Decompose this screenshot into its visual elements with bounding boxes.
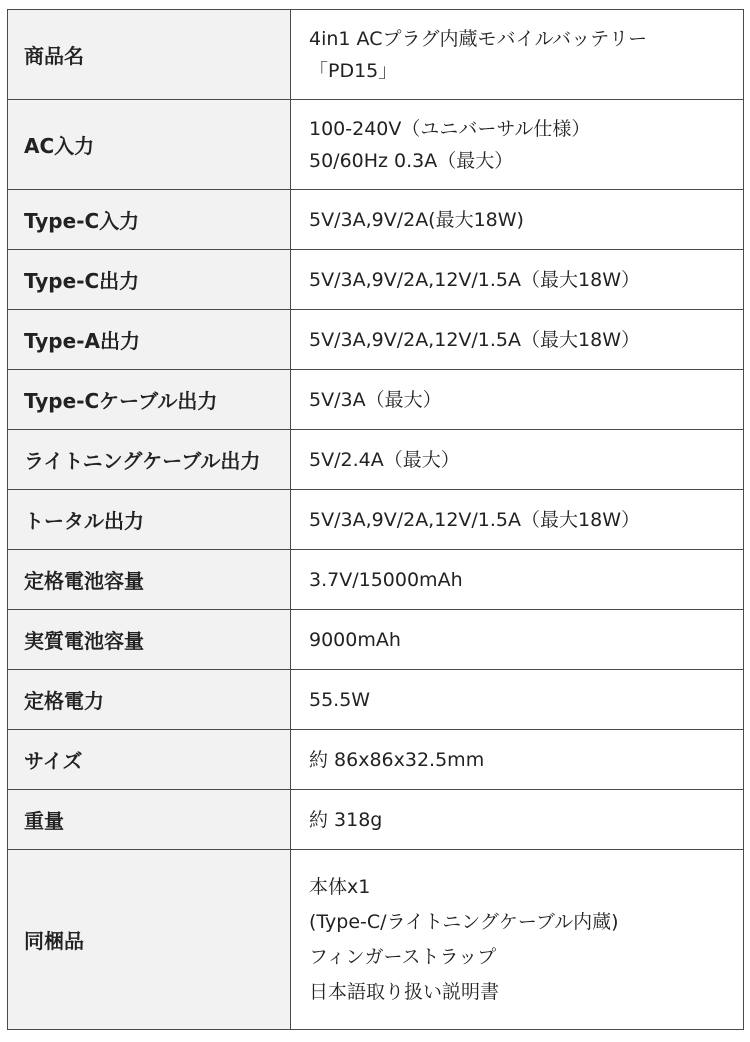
row-value (291, 790, 744, 850)
row-value (291, 490, 744, 550)
value-line: 5V/3A,9V/2A(最大18W) (309, 208, 524, 231)
row-value (291, 610, 744, 670)
row-label: AC入力 (8, 100, 291, 190)
spec-table-body (8, 10, 744, 1030)
row-label: 重量 (8, 790, 291, 850)
table-row (8, 100, 744, 190)
row-label: 実質電池容量 (8, 610, 291, 670)
spec-table (7, 9, 744, 1030)
row-value (291, 730, 744, 790)
table-row (8, 850, 744, 1030)
value-line: 5V/3A（最大） (309, 388, 442, 411)
table-row (8, 250, 744, 310)
row-label: Type-A出力 (8, 310, 291, 370)
table-row (8, 610, 744, 670)
row-label: 商品名 (8, 10, 291, 100)
value-line: 5V/3A,9V/2A,12V/1.5A（最大18W） (309, 508, 640, 531)
table-row (8, 550, 744, 610)
value-line: 5V/3A,9V/2A,12V/1.5A（最大18W） (309, 328, 640, 351)
value-line: (Type-C/ライトニングケーブル内蔵) (309, 910, 619, 933)
value-line: フィンガーストラップ (309, 945, 497, 968)
value-line: 100-240V（ユニバーサル仕様） (309, 117, 591, 140)
table-row (8, 310, 744, 370)
row-value (291, 850, 744, 1030)
row-value (291, 370, 744, 430)
row-label: Type-C出力 (8, 250, 291, 310)
row-value (291, 250, 744, 310)
row-label: 定格電力 (8, 670, 291, 730)
row-value (291, 10, 744, 100)
value-line: 「PD15」 (309, 59, 398, 82)
row-label: ライトニングケーブル出力 (8, 430, 291, 490)
row-label: 同梱品 (8, 850, 291, 1030)
row-value (291, 190, 744, 250)
value-line: 55.5W (309, 688, 371, 711)
row-label: Type-C入力 (8, 190, 291, 250)
table-row (8, 370, 744, 430)
row-value (291, 670, 744, 730)
table-row (8, 490, 744, 550)
row-label: サイズ (8, 730, 291, 790)
table-row (8, 790, 744, 850)
value-line: 5V/2.4A（最大） (309, 448, 460, 471)
row-label: 定格電池容量 (8, 550, 291, 610)
table-row (8, 10, 744, 100)
value-line: 約 318g (309, 808, 383, 831)
value-line: 5V/3A,9V/2A,12V/1.5A（最大18W） (309, 268, 640, 291)
row-value (291, 430, 744, 490)
value-line: 日本語取り扱い説明書 (309, 980, 500, 1003)
row-label: トータル出力 (8, 490, 291, 550)
value-line: 本体x1 (309, 875, 371, 898)
table-row (8, 190, 744, 250)
row-value (291, 310, 744, 370)
value-line: 9000mAh (309, 628, 401, 651)
value-line: 3.7V/15000mAh (309, 568, 463, 591)
value-line: 約 86x86x32.5mm (309, 748, 485, 771)
value-line: 50/60Hz 0.3A（最大） (309, 149, 514, 172)
row-label: Type-Cケーブル出力 (8, 370, 291, 430)
table-row (8, 430, 744, 490)
table-row (8, 670, 744, 730)
row-value (291, 100, 744, 190)
value-line: 4in1 ACプラグ内蔵モバイルバッテリー (309, 27, 648, 50)
row-value (291, 550, 744, 610)
table-row (8, 730, 744, 790)
